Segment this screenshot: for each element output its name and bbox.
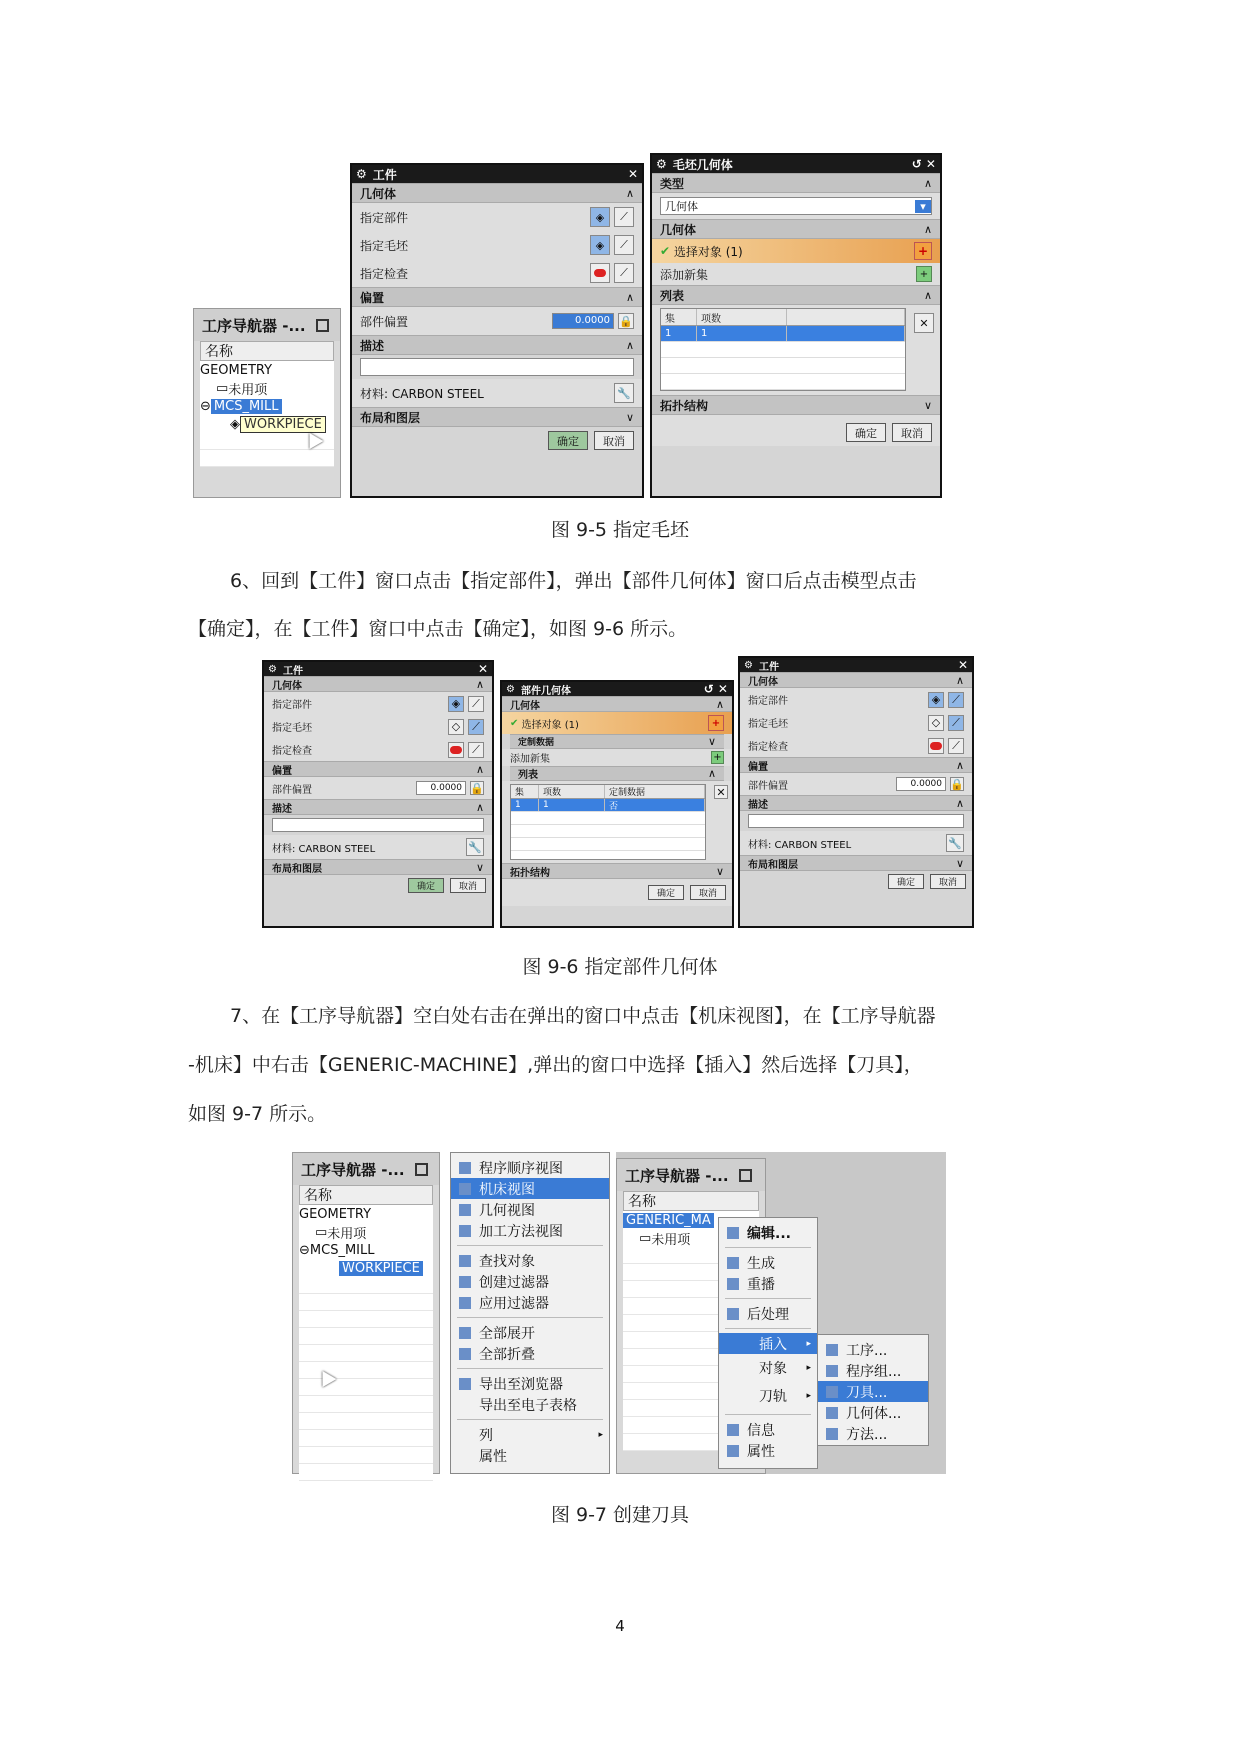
- material-icon[interactable]: 🔧: [466, 838, 484, 856]
- cancel-button[interactable]: 取消: [930, 874, 966, 889]
- section-layout[interactable]: 布局和图层 ∨: [740, 855, 972, 871]
- row-material: 材料: CARBON STEEL 🔧: [352, 379, 642, 407]
- submenu-item-operation[interactable]: 工序...: [818, 1339, 928, 1360]
- blank-geometry-dialog: [650, 153, 942, 498]
- flashlight-icon[interactable]: ⟋: [468, 742, 484, 758]
- menu-item-expand-all[interactable]: 全部展开: [451, 1322, 609, 1343]
- filter-icon: [459, 1297, 471, 1309]
- find-icon: [459, 1255, 471, 1267]
- method-icon: [826, 1428, 838, 1440]
- close-icon[interactable]: ↺ ✕: [703, 682, 728, 696]
- figure-caption: 图 9-6 指定部件几何体: [522, 956, 718, 978]
- row-part-offset: 部件偏置 0.0000 🔒: [352, 307, 642, 335]
- replay-icon: [727, 1278, 739, 1290]
- menu-item-apply-filter[interactable]: 应用过滤器: [451, 1292, 609, 1313]
- select-object-row[interactable]: ✔ 选择对象 (1) +: [502, 712, 732, 734]
- filter-icon: [459, 1276, 471, 1288]
- menu-item-postprocess[interactable]: 后处理: [719, 1303, 817, 1324]
- tree-item-unused[interactable]: ▭ 未用项: [200, 379, 334, 397]
- workpiece-dialog-right: ⚙ 工件 ✕ 几何体 ∧ 指定部件 ◈ ⟋ 指定毛坯 ◇ ⟋ 指定检查 ⟋ 偏置 ∧ 部件偏置 0.0000 🔒 描述 ∧ 材料: CARBON STEEL 🔧 布局和图层 ∨ 确定 取消: [738, 656, 974, 928]
- column-name[interactable]: 名称: [200, 341, 334, 361]
- menu-item-export-spreadsheet[interactable]: 导出至电子表格: [479, 1397, 577, 1414]
- properties-icon: [727, 1445, 739, 1457]
- lock-icon[interactable]: 🔒: [619, 314, 633, 328]
- section-offset[interactable]: 偏置 ∧: [740, 757, 972, 773]
- maximize-icon[interactable]: [739, 1169, 752, 1182]
- ok-button[interactable]: 确定: [888, 874, 924, 889]
- dialog-title: 工件: [282, 665, 303, 677]
- section-description[interactable]: 描述 ∧: [352, 335, 642, 355]
- ok-button[interactable]: 确定: [548, 431, 588, 450]
- view-icon: [459, 1162, 471, 1174]
- offset-input[interactable]: 0.0000: [416, 781, 466, 795]
- tree-item-mcs-mill[interactable]: ⊖ MCS_MILL: [200, 397, 334, 415]
- menu-item-insert[interactable]: 插入 ▸: [719, 1333, 817, 1354]
- section-topology[interactable]: 拓扑结构 ∨: [502, 863, 732, 879]
- add-new-set-label: 添加新集: [660, 267, 709, 282]
- add-set-icon[interactable]: +: [916, 266, 932, 282]
- ok-button[interactable]: 确定: [648, 885, 684, 900]
- section-topology[interactable]: 拓扑结构 ∨: [652, 395, 940, 415]
- page-number: 4: [615, 1617, 625, 1635]
- navigator-title: 工序导航器 -...: [301, 1160, 405, 1179]
- paragraph-7-line-1: 7、在【工序导航器】空白处右击在弹出的窗口中点击【机床视图】，在【工序导航器: [230, 1005, 936, 1027]
- menu-item-find-object[interactable]: 查找对象: [451, 1250, 609, 1271]
- paragraph-7-line-2: -机床】中右击【GENERIC-MACHINE】,弹出的窗口中选择【插入】然后选择【刀具】，: [188, 1054, 923, 1076]
- flashlight-icon[interactable]: ⟋: [468, 696, 484, 712]
- menu-item-info[interactable]: 信息: [719, 1419, 817, 1440]
- ok-button[interactable]: 确定: [408, 878, 444, 893]
- offset-input[interactable]: 0.0000: [896, 777, 946, 791]
- section-custom-data[interactable]: 定制数据 ∨: [510, 734, 724, 749]
- flashlight-icon[interactable]: ⟋: [614, 263, 634, 283]
- blank-select-icon[interactable]: ◇: [448, 719, 464, 735]
- workpiece-dialog: [350, 163, 644, 498]
- column-name[interactable]: 名称: [299, 1185, 433, 1205]
- paragraph-7-line-3: 如图 9-7 所示。: [188, 1103, 327, 1125]
- dialog-title: 工件: [758, 661, 779, 673]
- paragraph-6-line-2: 【确定】，在【工件】窗口中点击【确定】，如图 9-6 所示。: [188, 618, 688, 640]
- cancel-button[interactable]: 取消: [594, 431, 634, 450]
- view-icon: [459, 1204, 471, 1216]
- maximize-icon[interactable]: [316, 319, 329, 332]
- paragraph-6-line-1: 6、回到【工件】窗口点击【指定部件】，弹出【部件几何体】窗口后点击模型点击: [230, 570, 917, 592]
- menu-item-export-browser[interactable]: 导出至浏览器: [451, 1373, 609, 1394]
- crosshair-icon[interactable]: +: [914, 242, 932, 260]
- geometry-icon: [826, 1407, 838, 1419]
- section-offset[interactable]: 偏置 ∧: [352, 287, 642, 307]
- submenu-item-geometry[interactable]: 几何体...: [818, 1402, 928, 1423]
- info-icon: [727, 1424, 739, 1436]
- view-icon: [459, 1225, 471, 1237]
- tree-item-generic-machine[interactable]: GENERIC_MA: [623, 1211, 759, 1229]
- flashlight-icon[interactable]: ⟋: [614, 235, 634, 255]
- column-name[interactable]: 名称: [623, 1191, 759, 1211]
- tool-icon: [826, 1386, 838, 1398]
- menu-item-columns[interactable]: 列 ▸: [479, 1427, 603, 1444]
- delete-icon[interactable]: ✕: [714, 785, 728, 799]
- export-icon: [459, 1378, 471, 1390]
- collapse-icon: [459, 1348, 471, 1360]
- tree-item-workpiece[interactable]: WORKPIECE: [299, 1259, 433, 1277]
- dialog-title: 毛坯几何体: [672, 157, 733, 172]
- lock-icon[interactable]: 🔒: [470, 781, 484, 795]
- figure-caption: 图 9-5 指定毛坯: [550, 519, 690, 541]
- dialog-title: 部件几何体: [520, 685, 571, 697]
- section-description[interactable]: 描述 ∧: [740, 795, 972, 811]
- close-icon[interactable]: ↺ ✕: [911, 157, 936, 171]
- menu-item-edit[interactable]: 编辑...: [719, 1222, 817, 1243]
- submenu-item-tool[interactable]: 刀具...: [818, 1381, 928, 1402]
- section-layout[interactable]: 布局和图层 ∨: [352, 407, 642, 427]
- menu-item-generate[interactable]: 生成: [719, 1252, 817, 1273]
- dropdown-arrow-icon[interactable]: ▾: [915, 200, 931, 213]
- dialog-title: 工件: [372, 167, 397, 182]
- menu-item-toolpath[interactable]: 刀轨 ▸: [759, 1389, 811, 1405]
- cancel-button[interactable]: 取消: [690, 885, 726, 900]
- tree-item-geometry[interactable]: GEOMETRY: [299, 1205, 433, 1223]
- check-select-icon[interactable]: [448, 742, 464, 758]
- crosshair-icon[interactable]: +: [708, 715, 724, 731]
- menu-item-collapse-all[interactable]: 全部折叠: [451, 1343, 609, 1364]
- select-object-row[interactable]: ✔ 选择对象 (1) +: [652, 239, 940, 263]
- section-list[interactable]: 列表 ∧: [652, 285, 940, 305]
- description-input[interactable]: [272, 818, 484, 832]
- flashlight-icon[interactable]: ⟋: [468, 719, 484, 735]
- expand-icon: [459, 1327, 471, 1339]
- operation-icon: [826, 1344, 838, 1356]
- program-icon: [826, 1365, 838, 1377]
- section-type[interactable]: 类型 ∧: [652, 173, 940, 193]
- ok-button[interactable]: 确定: [846, 423, 886, 442]
- part-select-icon[interactable]: ◈: [928, 692, 944, 708]
- close-icon[interactable]: ✕: [477, 662, 488, 676]
- menu-item-properties[interactable]: 属性: [479, 1448, 507, 1465]
- section-offset[interactable]: 偏置 ∧: [264, 761, 492, 777]
- check-select-icon[interactable]: [928, 738, 944, 754]
- postprocess-icon: [727, 1308, 739, 1320]
- type-select[interactable]: 几何体 ▾: [660, 197, 932, 215]
- dialog-gear-icon: ⚙: [356, 167, 367, 181]
- cancel-button[interactable]: 取消: [450, 878, 486, 893]
- lock-icon[interactable]: 🔒: [950, 777, 964, 791]
- insert-submenu: [817, 1334, 929, 1446]
- operation-navigator: [292, 1152, 440, 1474]
- view-icon: [459, 1183, 471, 1195]
- delete-icon[interactable]: ✕: [914, 313, 934, 333]
- offset-input[interactable]: 0.0000: [552, 313, 614, 329]
- add-set-icon[interactable]: +: [711, 751, 724, 764]
- flashlight-icon[interactable]: ⟋: [614, 207, 634, 227]
- section-geometry[interactable]: 几何体 ∧: [502, 696, 732, 712]
- close-icon[interactable]: ✕: [957, 658, 968, 672]
- section-geometry[interactable]: 几何体 ∧: [352, 183, 642, 203]
- flashlight-icon[interactable]: ⟋: [948, 692, 964, 708]
- flashlight-icon[interactable]: ⟋: [948, 738, 964, 754]
- material-icon[interactable]: 🔧: [614, 383, 634, 403]
- dialog-gear-icon: ⚙: [656, 157, 667, 171]
- row-specify-check: 指定检查 ⟋: [352, 259, 642, 287]
- section-layout[interactable]: 布局和图层 ∨: [264, 859, 492, 875]
- menu-item-method-view[interactable]: 加工方法视图: [451, 1220, 609, 1241]
- blank-select-icon[interactable]: ◇: [928, 715, 944, 731]
- maximize-icon[interactable]: [415, 1163, 428, 1176]
- section-description[interactable]: 描述 ∧: [264, 799, 492, 815]
- menu-item-machine-view[interactable]: 机床视图: [451, 1178, 609, 1199]
- part-select-icon[interactable]: ◈: [590, 207, 610, 227]
- section-geometry[interactable]: 几何体 ∧: [740, 672, 972, 688]
- row-specify-part: 指定部件 ◈ ⟋: [352, 203, 642, 231]
- part-geometry-dialog: ⚙ 部件几何体 ↺ ✕ 几何体 ∧ ✔ 选择对象 (1) + 定制数据 ∨ 添加新集 + 列表 ∧ 集 项数 定制数据 1 1 否 ✕ 拓扑结构 ∨ 确定 取消: [500, 680, 734, 928]
- row-specify-blank: 指定毛坯 ◈ ⟋: [352, 231, 642, 259]
- check-select-icon[interactable]: [590, 263, 610, 283]
- part-select-icon[interactable]: ◈: [448, 696, 464, 712]
- cancel-button[interactable]: 取消: [892, 423, 932, 442]
- tree-item-unused[interactable]: ▭ 未用项: [299, 1223, 433, 1241]
- submenu-item-program-group[interactable]: 程序组...: [818, 1360, 928, 1381]
- set-list-table: 集 项数 1 1: [660, 308, 906, 391]
- section-list[interactable]: 列表 ∧: [510, 766, 724, 781]
- figure-caption: 图 9-7 创建刀具: [550, 1504, 690, 1526]
- edit-icon: [727, 1227, 739, 1239]
- menu-item-properties[interactable]: 属性: [719, 1440, 817, 1461]
- menu-item-object[interactable]: 对象 ▸: [759, 1361, 811, 1377]
- table-row[interactable]: 1 1 否: [511, 799, 705, 812]
- machine-context-menu: [718, 1217, 818, 1469]
- material-icon[interactable]: 🔧: [946, 834, 964, 852]
- flashlight-icon[interactable]: ⟋: [948, 715, 964, 731]
- tree-item-workpiece[interactable]: ◈ WORKPIECE: [200, 415, 334, 433]
- workpiece-dialog-left: ⚙ 工件 ✕ 几何体 ∧ 指定部件 ◈ ⟋ 指定毛坯 ◇ ⟋ 指定检查 ⟋ 偏置 ∧ 部件偏置 0.0000 🔒 描述 ∧ 材料: CARBON STEEL 🔧 布局和图层 ∨ 确定 取消: [262, 660, 494, 928]
- section-geometry[interactable]: 几何体 ∧: [652, 219, 940, 239]
- close-icon[interactable]: ✕: [627, 167, 638, 181]
- menu-item-create-filter[interactable]: 创建过滤器: [451, 1271, 609, 1292]
- submenu-item-method[interactable]: 方法...: [818, 1423, 928, 1444]
- menu-item-program-order-view[interactable]: 程序顺序视图: [451, 1157, 609, 1178]
- tree-item-mcs-mill[interactable]: ⊖ MCS_MILL: [299, 1241, 433, 1259]
- set-list-table: 集 项数 定制数据 1 1 否: [510, 784, 706, 860]
- description-input[interactable]: [360, 358, 634, 376]
- description-input[interactable]: [748, 814, 964, 828]
- tree-item-geometry[interactable]: GEOMETRY: [200, 361, 334, 379]
- navigator-title: 工序导航器 -...: [625, 1166, 729, 1185]
- generate-icon: [727, 1257, 739, 1269]
- menu-item-replay[interactable]: 重播: [719, 1273, 817, 1294]
- menu-item-geometry-view[interactable]: 几何视图: [451, 1199, 609, 1220]
- navigator-context-menu: [450, 1152, 610, 1474]
- navigator-title: 工序导航器 -...: [202, 316, 306, 335]
- blank-select-icon[interactable]: ◈: [590, 235, 610, 255]
- table-row[interactable]: 1 1: [661, 326, 905, 342]
- tree-item-unused[interactable]: ▭ 未用项: [623, 1229, 759, 1247]
- operation-navigator: [193, 308, 341, 498]
- section-geometry[interactable]: 几何体 ∧: [264, 676, 492, 692]
